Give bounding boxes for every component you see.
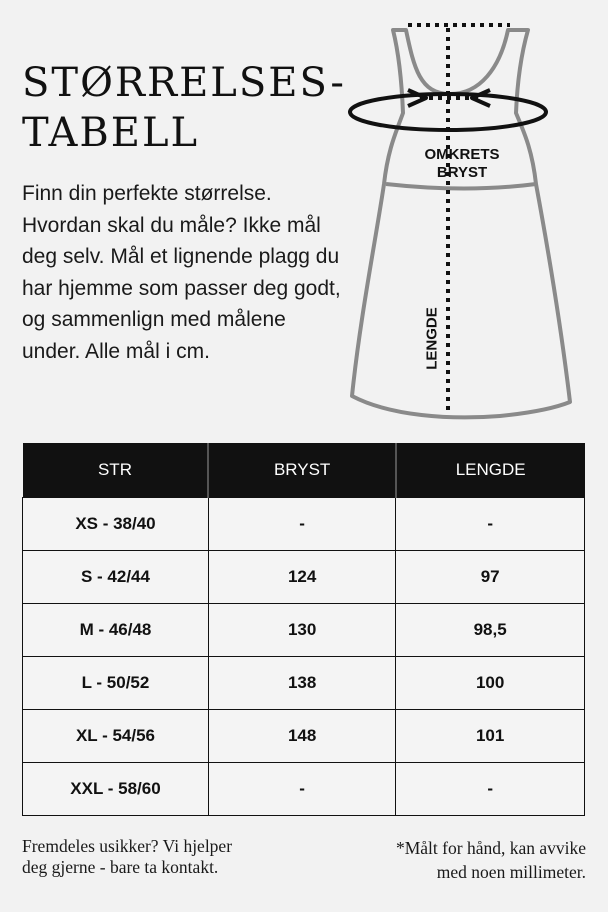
- table-row: [23, 710, 585, 763]
- table-row: [23, 657, 585, 710]
- size-cell: S - 42/44: [23, 551, 209, 604]
- chest-cell: -: [208, 763, 395, 816]
- label-circumference-line-2: BRYST: [436, 164, 488, 181]
- table-row: [23, 604, 585, 657]
- footer-left-line-1: Fremdeles usikker? Vi hjelper: [22, 836, 233, 856]
- page-title: [22, 58, 346, 158]
- header-chest: BRYST: [208, 443, 395, 498]
- chest-cell: -: [208, 498, 395, 551]
- label-circumference: [402, 146, 522, 182]
- length-cell: 97: [396, 551, 585, 604]
- title-line-2: TABELL: [22, 110, 200, 156]
- size-table: [22, 443, 585, 816]
- length-cell: 98,5: [396, 604, 585, 657]
- chest-cell: 148: [208, 710, 395, 763]
- length-cell: 101: [396, 710, 585, 763]
- dress-diagram: [340, 18, 608, 428]
- table-header-row: [23, 443, 585, 498]
- length-cell: -: [396, 498, 585, 551]
- length-cell: -: [396, 763, 585, 816]
- chest-cell: 124: [208, 551, 395, 604]
- size-cell: XS - 38/40: [23, 498, 209, 551]
- footer-right-line-1: *Målt for hånd, kan avvike: [395, 838, 586, 858]
- intro-text: Finn din perfekte størrelse. Hvordan skal du måle? Ikke mål deg selv. Mål et lignende plagg du har hjemme som passer deg godt, og sammenlign med målene under. Alle mål i cm.: [22, 182, 341, 363]
- label-circumference-line-1: OMKRETS: [424, 146, 500, 163]
- footer-measurement-note: [326, 836, 586, 884]
- size-cell: XXL - 58/60: [23, 763, 209, 816]
- label-length: LENGDE: [423, 307, 441, 370]
- chest-cell: 130: [208, 604, 395, 657]
- chest-cell: 138: [208, 657, 395, 710]
- footer-contact-note: [22, 836, 312, 878]
- table-row: [23, 763, 585, 816]
- size-cell: XL - 54/56: [23, 710, 209, 763]
- header-size: STR: [23, 443, 209, 498]
- footer-right-line-2: med noen millimeter.: [436, 862, 586, 882]
- length-cell: 100: [396, 657, 585, 710]
- size-cell: L - 50/52: [23, 657, 209, 710]
- table-row: [23, 498, 585, 551]
- size-cell: M - 46/48: [23, 604, 209, 657]
- footer-left-line-2: deg gjerne - bare ta kontakt.: [22, 857, 219, 877]
- title-line-1: STØRRELSES-: [22, 60, 346, 106]
- dress-outline-icon: [340, 18, 608, 428]
- table-row: [23, 551, 585, 604]
- header-length: LENGDE: [396, 443, 585, 498]
